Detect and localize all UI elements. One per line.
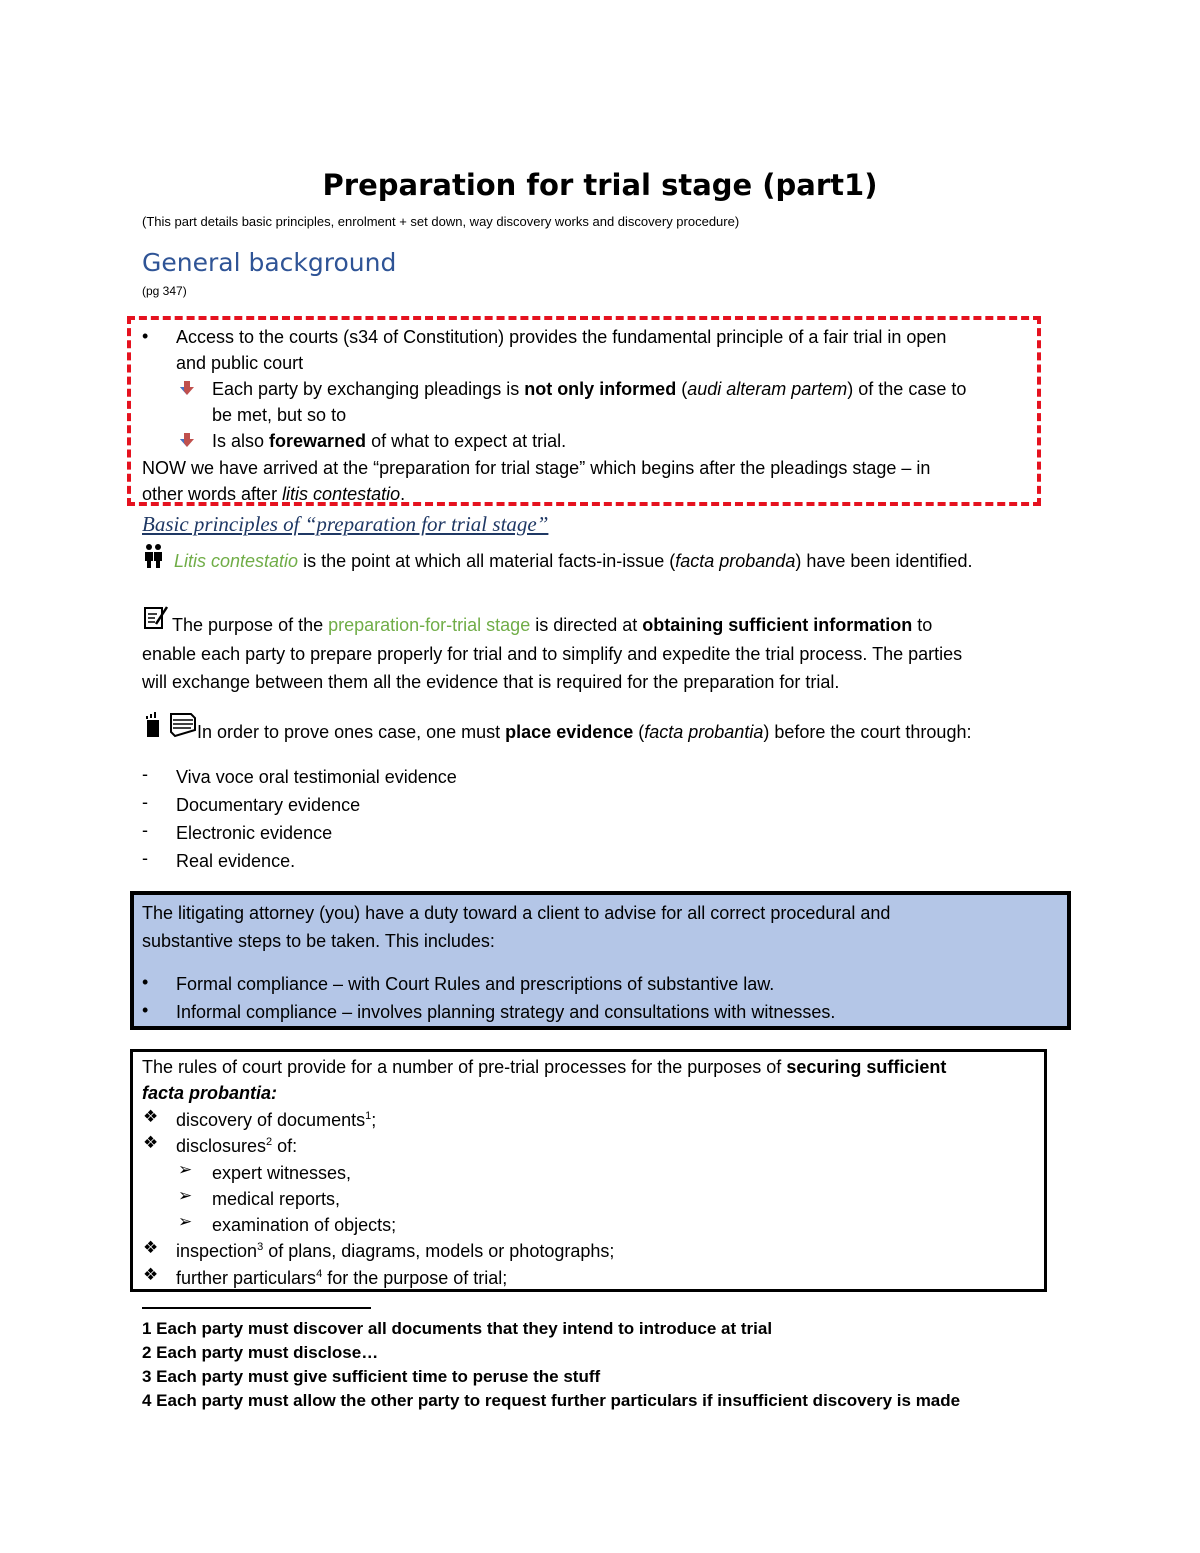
pretrial-item	[176, 1265, 507, 1291]
duty-line: substantive steps to be taken. This includes:	[142, 931, 495, 951]
bold-run: securing sufficient	[786, 1057, 947, 1077]
text-run: discovery of documents	[176, 1110, 366, 1130]
footnote-separator	[142, 1307, 371, 1309]
pretrial-subitem: examination of objects;	[212, 1215, 397, 1235]
diamond-bullet-icon: ❖	[143, 1133, 159, 1152]
pretrial-subitem: expert witnesses,	[212, 1163, 352, 1183]
dash-bullet: -	[142, 792, 148, 812]
text-run: further particulars	[176, 1268, 317, 1288]
text-run: (	[633, 722, 645, 742]
now-paragraph	[142, 455, 930, 507]
pretrial-item	[176, 1133, 297, 1159]
now-line: NOW we have arrived at the “preparation for trial stage” which begins after the pleadings stage – in	[142, 458, 931, 478]
footnote-2: 2 Each party must disclose…	[142, 1343, 379, 1362]
evidence-icon	[143, 711, 199, 739]
purpose-line	[172, 612, 1072, 638]
sub-bullet-line: be met, but so to	[212, 405, 347, 425]
arrowhead-icon: ➢	[178, 1160, 193, 1179]
footnote-1: 1 Each party must discover all documents that they intend to introduce at trial	[142, 1319, 773, 1338]
text-run: In order to prove ones case, one must	[197, 722, 506, 742]
italic-run: facta probantia	[644, 722, 764, 742]
footnote-ref[interactable]: 2	[266, 1136, 273, 1148]
duty-text	[142, 899, 890, 955]
bullet-line: Access to the courts (s34 of Constitution) provides the fundamental principle of a fair trial in open	[176, 327, 947, 347]
evidence-item: Electronic evidence	[176, 823, 333, 843]
text-run: for the purpose of trial;	[322, 1268, 508, 1288]
text-run: ) before the court through:	[763, 722, 972, 742]
arrowhead-icon: ➢	[178, 1186, 193, 1205]
arrow-down-icon	[180, 433, 194, 447]
green-run: preparation-for-trial stage	[328, 615, 531, 635]
page-title: Preparation for trial stage (part1)	[322, 168, 878, 202]
text-run: (	[676, 379, 688, 399]
text-run: Is also	[212, 431, 270, 451]
bold-run: place evidence	[505, 722, 634, 742]
evidence-item: Documentary evidence	[176, 795, 361, 815]
sub-bullet-text	[212, 376, 966, 428]
bullet-dot: •	[142, 326, 149, 346]
basic-principles-heading: Basic principles of “preparation for trial stage”	[142, 512, 549, 536]
bullet-text	[176, 324, 946, 376]
text-run: The purpose of the	[172, 615, 329, 635]
pretrial-item	[176, 1238, 614, 1264]
italic-run: litis contestatio	[282, 484, 401, 504]
litis-term: Litis contestatio	[174, 551, 299, 571]
text-run: is the point at which all material facts-in-issue (	[298, 551, 676, 571]
duty-bullet: Informal compliance – involves planning strategy and consultations with witnesses.	[176, 1002, 836, 1022]
sub-bullet-line	[212, 376, 966, 402]
dash-bullet: -	[142, 848, 148, 868]
people-icon	[143, 543, 165, 569]
pretrial-line: facta probantia:	[142, 1083, 278, 1103]
text-run: ) of the case to	[847, 379, 967, 399]
dash-bullet: -	[142, 820, 148, 840]
text-run: The rules of court provide for a number of pre-trial processes for the purposes of	[142, 1057, 787, 1077]
footnote-4: 4 Each party must allow the other party to request further particulars if insufficient discovery is made	[142, 1391, 961, 1410]
pretrial-item	[176, 1107, 376, 1133]
text-run: of plans, diagrams, models or photographs;	[263, 1241, 615, 1261]
litis-paragraph	[174, 548, 972, 574]
page-subtitle: (This part details basic principles, enrolment + set down, way discovery works and discovery procedure)	[142, 214, 740, 229]
text-run: is directed at	[530, 615, 643, 635]
arrow-down-icon	[180, 381, 194, 395]
sub-bullet-text	[212, 428, 566, 454]
pretrial-subitem: medical reports,	[212, 1189, 341, 1209]
evidence-item: Viva voce oral testimonial evidence	[176, 767, 457, 787]
diamond-bullet-icon: ❖	[143, 1265, 159, 1284]
text-run: ) have been identified.	[795, 551, 973, 571]
bullet-line: and public court	[176, 353, 304, 373]
text-run: .	[400, 484, 406, 504]
text-run: to	[912, 615, 933, 635]
footnote-3: 3 Each party must give sufficient time to peruse the stuff	[142, 1367, 601, 1386]
diamond-bullet-icon: ❖	[143, 1238, 159, 1257]
duty-line: The litigating attorney (you) have a duty toward a client to advise for all correct procedural and	[142, 903, 891, 923]
purpose-line: enable each party to prepare properly for trial and to simplify and expedite the trial process. The parties	[142, 644, 963, 664]
bullet-dot: •	[142, 972, 149, 992]
text-run: inspection	[176, 1241, 258, 1261]
purpose-line: will exchange between them all the evidence that is required for the preparation for trial.	[142, 672, 840, 692]
pretrial-intro	[142, 1054, 946, 1106]
dash-bullet: -	[142, 764, 148, 784]
notepad-icon	[143, 604, 169, 630]
footnote-ref[interactable]: 1	[365, 1110, 372, 1122]
bullet-dot: •	[142, 1000, 149, 1020]
text-run: other words after	[142, 484, 283, 504]
text-run: of:	[272, 1136, 298, 1156]
prove-paragraph	[197, 719, 971, 745]
footnote-ref[interactable]: 3	[257, 1241, 264, 1253]
italic-run: audi alteram partem	[687, 379, 848, 399]
section-heading: General background	[142, 248, 397, 277]
page-reference: (pg 347)	[142, 284, 187, 298]
arrowhead-icon: ➢	[178, 1212, 193, 1231]
diamond-bullet-icon: ❖	[143, 1107, 159, 1126]
pretrial-line	[142, 1054, 946, 1080]
italic-run: facta probanda	[675, 551, 796, 571]
purpose-paragraph	[172, 612, 1072, 638]
text-run: Each party by exchanging pleadings is	[212, 379, 525, 399]
now-line	[142, 481, 930, 507]
text-run: disclosures	[176, 1136, 267, 1156]
evidence-item: Real evidence.	[176, 851, 296, 871]
text-run: of what to expect at trial.	[366, 431, 567, 451]
bold-run: forewarned	[269, 431, 367, 451]
text-run: ;	[371, 1110, 377, 1130]
bold-run: obtaining sufficient information	[642, 615, 913, 635]
footnote-ref[interactable]: 4	[316, 1268, 323, 1280]
duty-bullet: Formal compliance – with Court Rules and prescriptions of substantive law.	[176, 974, 775, 994]
bold-run: not only informed	[524, 379, 677, 399]
purpose-continuation	[142, 640, 962, 696]
